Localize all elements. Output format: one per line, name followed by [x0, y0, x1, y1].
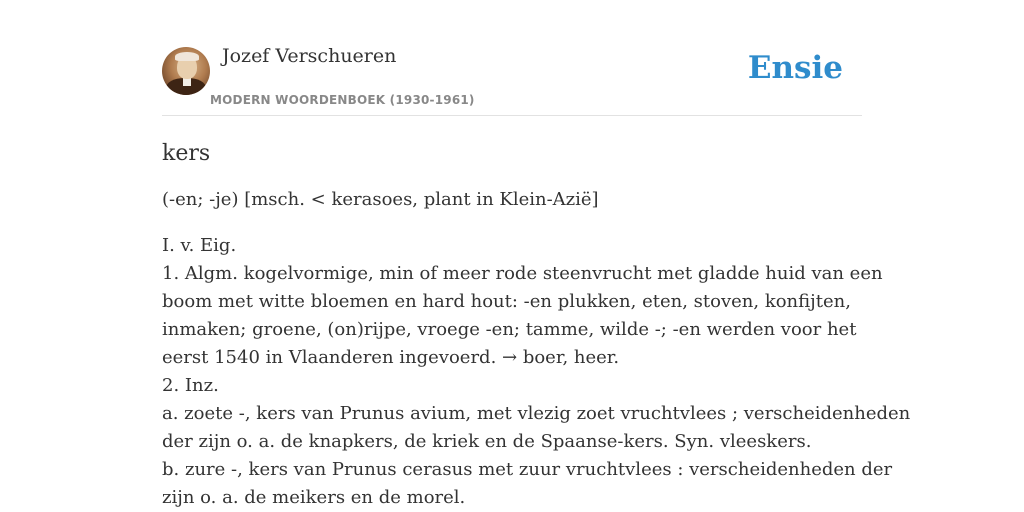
definition-line: a. zoete -, kers van Prunus avium, met vlezig zoet vruchtvlees ; verscheidenheden [162, 403, 911, 424]
author-name[interactable]: Jozef Verschueren [222, 45, 397, 67]
definition-line: b. zure -, kers van Prunus cerasus met zuur vruchtvlees : verscheidenheden der [162, 459, 893, 480]
entry-term: kers [162, 141, 211, 166]
entry-content [162, 136, 911, 512]
definition-line: inmaken; groene, (on)rijpe, vroege -en; tamme, wilde -; -en werden voor het [162, 319, 857, 340]
definition-line: I. v. Eig. [162, 235, 237, 256]
definition-line: der zijn o. a. de knapkers, de kriek en de Spaanse-kers. Syn. vleeskers. [162, 431, 812, 452]
avatar-collar [183, 78, 191, 86]
author-avatar[interactable] [162, 47, 210, 95]
definition-line: zijn o. a. de meikers en de morel. [162, 487, 466, 508]
header [162, 0, 862, 116]
definition-line: 1. Algm. kogelvormige, min of meer rode steenvrucht met gladde huid van een [162, 263, 883, 284]
source-title[interactable]: MODERN WOORDENBOEK (1930-1961) [210, 93, 475, 107]
entry-definition [162, 232, 911, 512]
definition-line: 2. Inz. [162, 375, 219, 396]
definition-line: eerst 1540 in Vlaanderen ingevoerd. → boer, heer. [162, 347, 620, 368]
definition-line: boom met witte bloemen en hard hout: -en plukken, eten, stoven, konfijten, [162, 291, 851, 312]
avatar-hair [175, 52, 199, 61]
brand-logo[interactable]: Ensie [747, 50, 843, 86]
entry-etymology: (-en; -je) [msch. < kerasoes, plant in Klein-Azië] [162, 189, 599, 210]
